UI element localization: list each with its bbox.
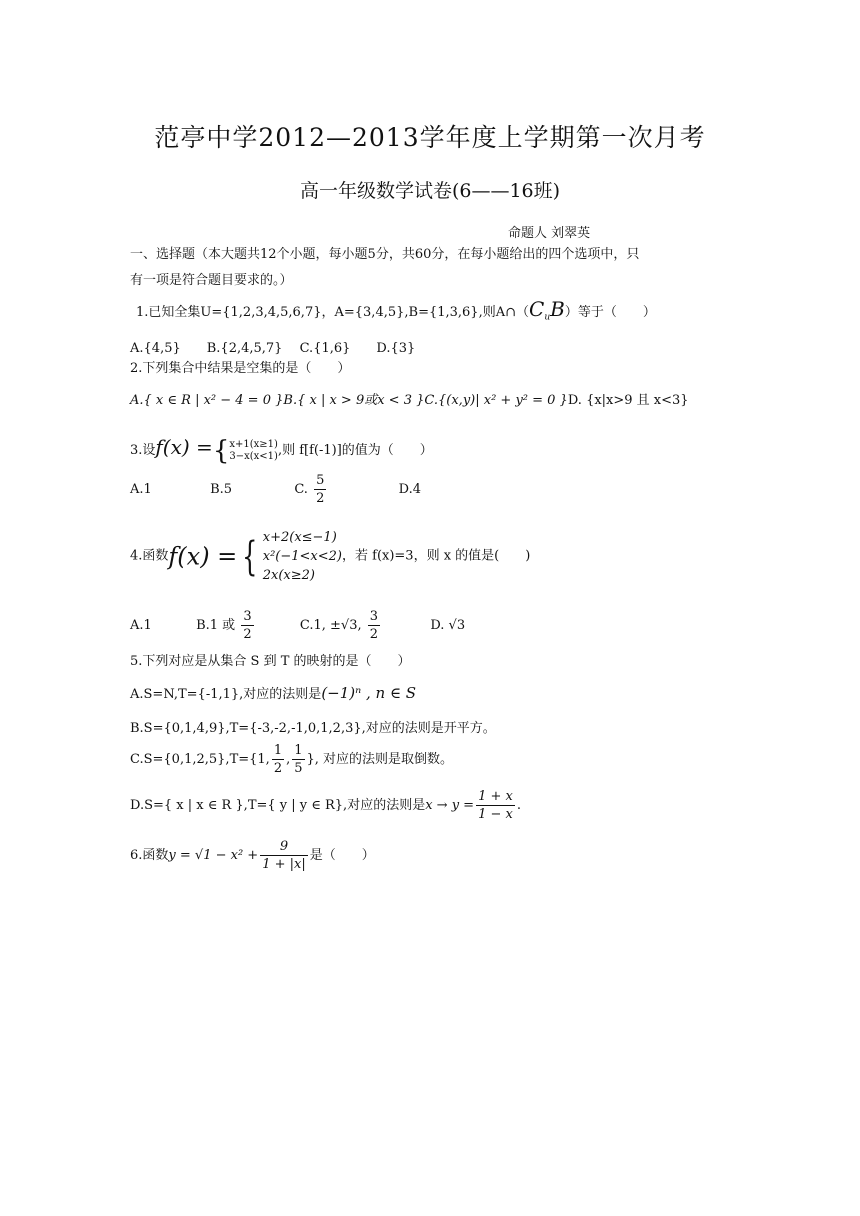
q6-expr-a: y = √1 − x² +: [168, 848, 259, 863]
q4-option-b: B.1 或: [196, 618, 236, 633]
q3-option-c: C.: [294, 482, 308, 497]
q2-option-d: D. {x|x>9 且 x<3}: [567, 393, 689, 408]
q3-prefix: 3.设: [130, 443, 156, 458]
q4-piecewise: [263, 528, 342, 585]
question-4-options: [130, 606, 465, 646]
q3-fx: f(x) =: [155, 435, 213, 459]
q5-c-fraction-2: [292, 744, 304, 775]
exam-author: 命题人 刘翠英: [508, 226, 591, 241]
question-4-stem: [130, 528, 530, 585]
q4-b-den: 2: [243, 627, 252, 642]
q3-case1: x+1(x≥1): [229, 438, 278, 450]
q4-case1: x+2(x≤−1): [262, 530, 337, 545]
q5-d-den: 1 − x: [478, 807, 513, 822]
q3-piecewise: [229, 439, 278, 463]
q4-prefix: 4.函数: [130, 548, 169, 564]
q5-c-f1-num: 1: [273, 743, 283, 758]
q5-d-expr: x → y =: [425, 798, 475, 813]
section-intro-line1: 一、选择题（本大题共12个小题，每小题5分，共60分，在每小题给出的四个选项中，只: [130, 247, 640, 262]
q1-sym-u: u: [544, 312, 551, 323]
q5-d-num: 1 + x: [478, 789, 513, 804]
brace-icon: {: [212, 435, 230, 466]
q1-sym-c: C: [529, 297, 545, 321]
q2-option-b: B.{ x | x > 9或x < 3 }: [283, 393, 425, 408]
q4-case2: x²(−1<x<2): [262, 549, 342, 564]
question-2-stem: 2.下列集合中结果是空集的是（ ）: [130, 361, 351, 376]
q5-c-f2-den: 5: [294, 761, 303, 776]
q6-num: 9: [260, 840, 308, 856]
question-3-stem: [130, 430, 433, 468]
q4-b-num: 3: [243, 609, 252, 624]
q1-stem-b: ）等于（ ）: [564, 305, 656, 320]
q3-option-d: D.4: [398, 482, 422, 497]
q3-c-num: 5: [316, 473, 325, 488]
q6-den: 1 + |x|: [262, 857, 306, 872]
q4-option-d: D. √3: [430, 618, 466, 633]
q5-a-expr: (−1)ⁿ , n ∈ S: [321, 684, 417, 702]
question-6-stem: [130, 836, 375, 876]
section-intro-line2: 有一项是符合题目要求的。）: [130, 273, 293, 288]
q1-stem-a: 1.已知全集U={1,2,3,4,5,6,7}，A={3,4,5},B={1,3,6},则A∩（: [136, 305, 529, 320]
question-5-stem: 5.下列对应是从集合 S 到 T 的映射的是（ ）: [130, 654, 411, 669]
question-5-option-d: D.S={ x | x ∈ R },T={ y | y ∈ R},对应的法则是x → y = $\frac{1 + x}{1 - x}$ .: [130, 789, 521, 822]
q4-option-b-fraction: [241, 610, 253, 641]
q4-suffix: ，若 f(x)=3，则 x 的值是( ): [342, 548, 531, 564]
q3-c-den: 2: [316, 491, 325, 506]
exam-title: 范亭中学2012—2013学年度上学期第一次月考: [154, 123, 706, 152]
q4-option-c: C.1, ±√3,: [299, 618, 362, 633]
q6-suffix: 是（ ）: [309, 848, 375, 863]
q5-a-text: A.S=N,T={-1,1},对应的法则是: [130, 687, 322, 702]
question-3-options: [130, 470, 421, 510]
question-5-option-b: B.S={0,1,4,9},T={-3,-2,-1,0,1,2,3},对应的法则是开平方。: [130, 721, 496, 736]
exam-subtitle: 高一年级数学试卷(6——16班): [299, 180, 561, 202]
brace-icon: {: [242, 533, 258, 580]
q3-suffix: ,则 f[f(-1)]的值为（ ）: [277, 443, 433, 458]
q4-option-a: A.1: [130, 618, 152, 633]
q3-case2: 3−x(x<1): [229, 450, 278, 462]
q4-c-num: 3: [369, 609, 379, 624]
q5-c-f2-num: 1: [294, 743, 303, 758]
question-1-options: A.{4,5} B.{2,4,5,7} C.{1,6} D.{3}: [130, 341, 416, 356]
question-1-stem: [136, 297, 656, 327]
q1-sym-b: B: [550, 297, 565, 321]
q3-option-a: A.1: [130, 482, 152, 497]
question-2-options: [130, 392, 689, 410]
q5-d-text1: D.S={ x | x ∈ R },T={ y | y ∈ R},对应的法则是: [130, 798, 426, 813]
question-5-option-c: C.S={0,1,2,5},T={1, $\frac{1}{2}$ , $\frac{1}{5}$ }, 对应的法则是取倒数。: [130, 743, 454, 776]
q4-c-den: 2: [369, 627, 379, 642]
q3-option-c-fraction: [314, 474, 326, 505]
q4-option-c-fraction: [368, 610, 380, 641]
q5-c-text2: }, 对应的法则是取倒数。: [306, 752, 454, 767]
q6-prefix: 6.函数: [130, 848, 169, 863]
q6-fraction: [260, 840, 308, 871]
question-5-option-a: [130, 684, 416, 704]
q5-c-f1-den: 2: [273, 761, 283, 776]
q4-fx: f(x) =: [168, 542, 238, 571]
q2-option-a: A.{ x ∈ R | x² − 4 = 0 }: [130, 393, 284, 408]
q3-option-b: B.5: [210, 482, 233, 497]
q5-c-fraction-1: [272, 744, 284, 775]
q5-d-fraction: [476, 790, 515, 821]
q5-c-text1: C.S={0,1,2,5},T={1,: [130, 752, 270, 767]
q2-option-c: C.{(x,y)| x² + y² = 0 }: [424, 393, 568, 408]
q4-case3: 2x(x≥2): [262, 568, 315, 583]
